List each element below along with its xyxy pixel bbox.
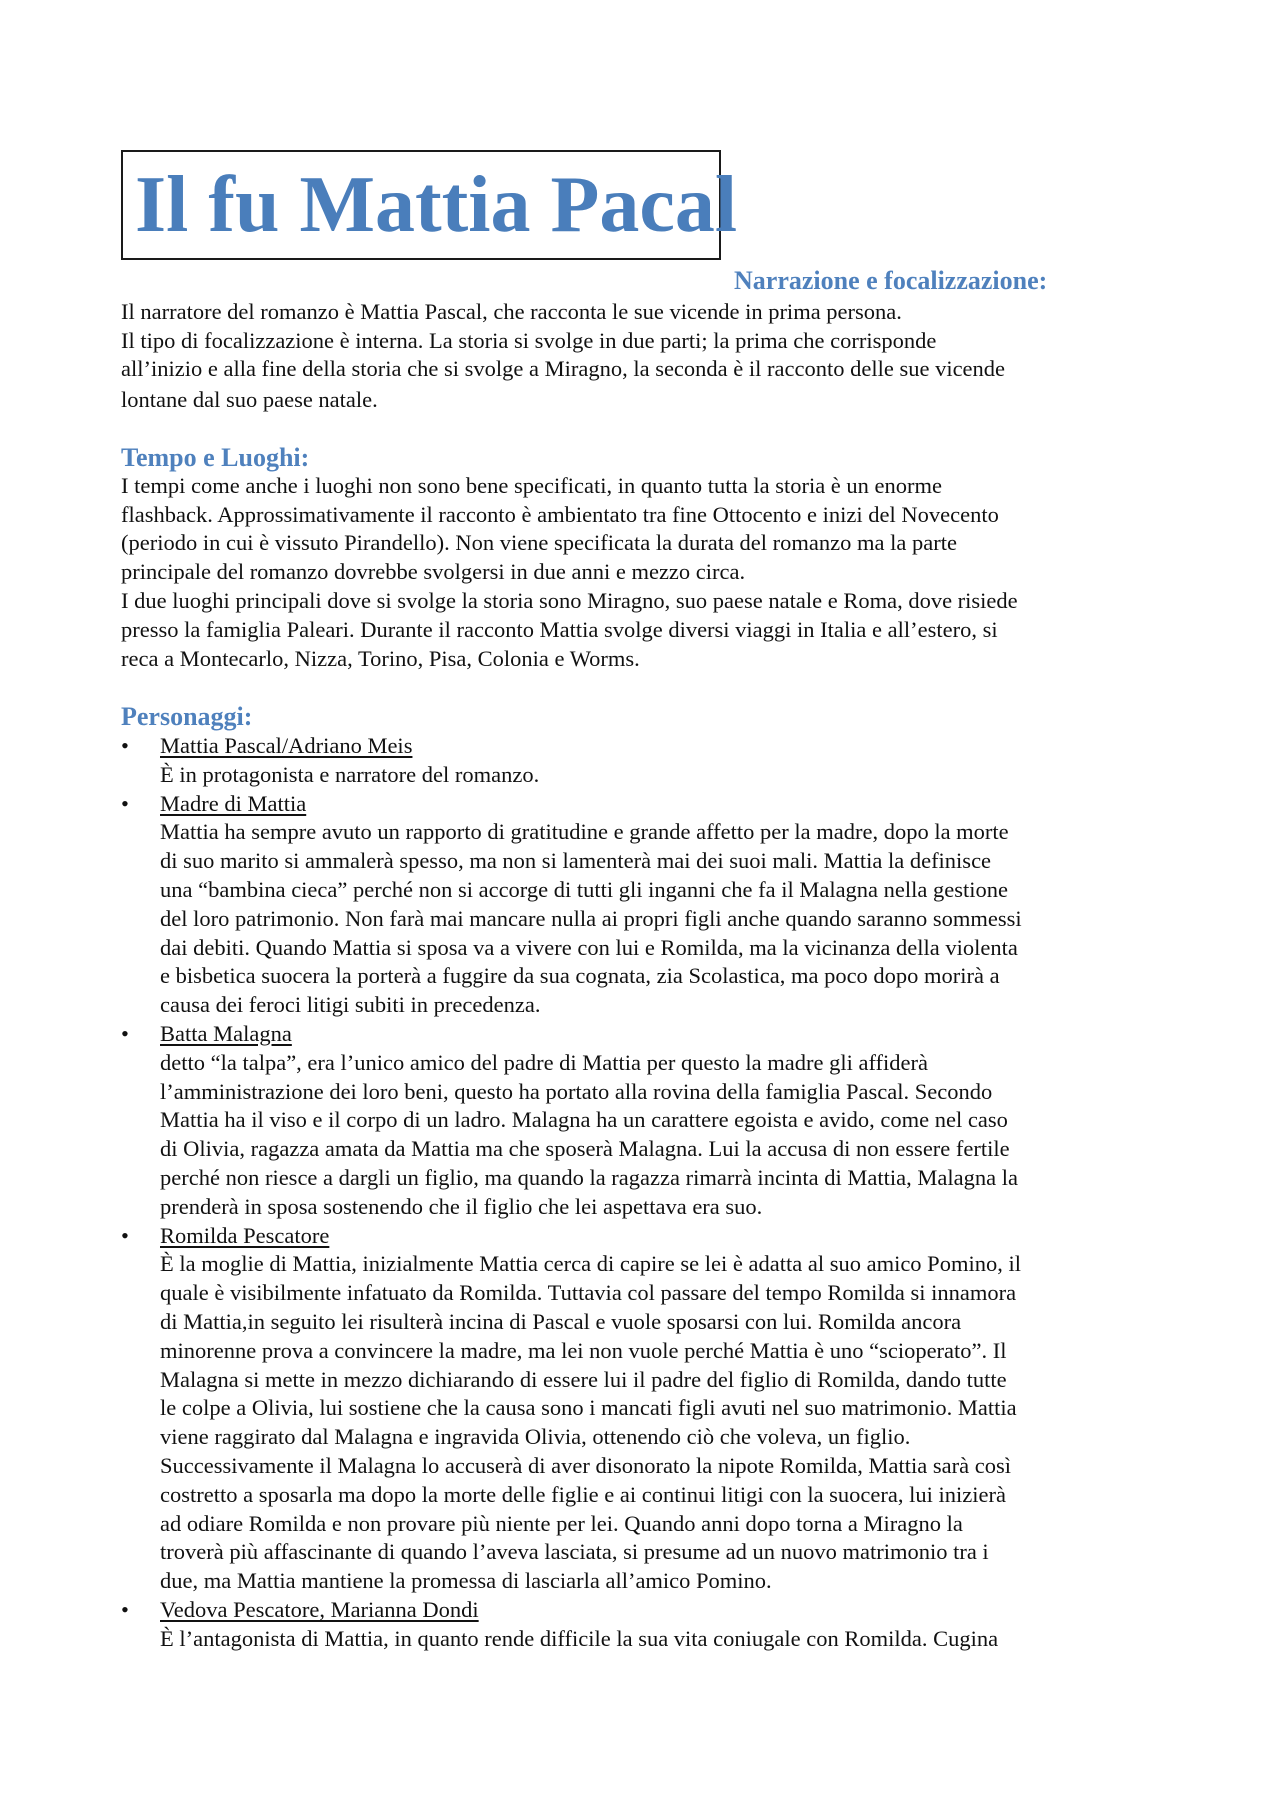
heading-personaggi: Personaggi:: [121, 702, 253, 731]
character-description-line: del loro patrimonio. Non farà mai mancare nulla ai propri figli anche quando saranno sommessi: [160, 906, 1022, 931]
character-description-line: due, ma Mattia mantiene la promessa di lasciarla all’amico Pomino.: [160, 1568, 772, 1593]
character-description-line: causa dei feroci litigi subiti in precedenza.: [160, 992, 541, 1017]
character-description-line: le colpe a Olivia, lui sostiene che la causa sono i mancati figli avuti nel suo matrimonio. Mattia: [160, 1395, 1017, 1420]
character-description-line: dai debiti. Quando Mattia si sposa va a vivere con lui e Romilda, ma la vicinanza della violenta: [160, 935, 1018, 960]
character-description-line: minorenne prova a convincere la madre, ma lei non vuole perché Mattia è uno “scioperato”. Il: [160, 1338, 1007, 1363]
bullet: •: [121, 1021, 129, 1046]
paragraph-line: all’inizio e alla fine della storia che si svolge a Miragno, la seconda è il racconto delle sue vicende: [121, 356, 1006, 381]
paragraph-line: (periodo in cui è vissuto Pirandello). Non viene specificata la durata del romanzo ma la parte: [121, 530, 957, 555]
paragraph-line: lontane dal suo paese natale.: [121, 387, 378, 412]
character-description-line: Malagna si mette in mezzo dichiarando di essere lui il padre del figlio di Romilda, dando tutte: [160, 1367, 1007, 1392]
character-description-line: costretto a sposarla ma dopo la morte delle figlie e ai continui litigi con la suocera, lui inizierà: [160, 1482, 1006, 1507]
character-name: Vedova Pescatore, Marianna Dondi: [160, 1597, 479, 1622]
character-description-line: Successivamente il Malagna lo accuserà di aver disonorato la nipote Romilda, Mattia sarà così: [160, 1453, 1011, 1478]
character-description-line: l’amministrazione dei loro beni, questo ha portato alla rovina della famiglia Pascal. Secondo: [160, 1079, 993, 1104]
character-description-line: viene raggirato dal Malagna e ingravida Olivia, ottenendo ciò che voleva, un figlio.: [160, 1424, 911, 1449]
character-description-line: È in protagonista e narratore del romanzo.: [160, 762, 540, 787]
bullet: •: [121, 1223, 129, 1248]
character-description-line: È l’antagonista di Mattia, in quanto rende difficile la sua vita coniugale con Romilda. Cugina: [160, 1626, 999, 1651]
character-description-line: Mattia ha sempre avuto un rapporto di gratitudine e grande affetto per la madre, dopo la morte: [160, 819, 1009, 844]
character-description-line: troverà più affascinante di quando l’aveva lasciata, si presume ad un nuovo matrimonio tra i: [160, 1539, 989, 1564]
paragraph-line: I tempi come anche i luoghi non sono bene specificati, in quanto tutta la storia è un enorme: [121, 473, 943, 498]
bullet: •: [121, 1597, 129, 1622]
document-title: Il fu Mattia Pacal: [135, 161, 738, 249]
bullet: •: [121, 791, 129, 816]
paragraph-line: principale del romanzo dovrebbe svolgersi in due anni e mezzo circa.: [121, 559, 746, 584]
paragraph-line: I due luoghi principali dove si svolge la storia sono Miragno, suo paese natale e Roma, dove risiede: [121, 588, 1018, 613]
paragraph-line: Il tipo di focalizzazione è interna. La storia si svolge in due parti; la prima che corrisponde: [121, 328, 937, 353]
character-description-line: È la moglie di Mattia, inizialmente Mattia cerca di capire se lei è adatta al suo amico Pomino, il: [160, 1251, 1021, 1276]
bullet: •: [121, 733, 129, 758]
character-description-line: detto “la talpa”, era l’unico amico del padre di Mattia per questo la madre gli affiderà: [160, 1050, 928, 1075]
heading-tempo-luoghi: Tempo e Luoghi:: [121, 443, 310, 472]
character-name: Batta Malagna: [160, 1021, 292, 1046]
character-description-line: e bisbetica suocera la porterà a fuggire da sua cognata, zia Scolastica, ma poco dopo morirà a: [160, 963, 1000, 988]
character-description-line: prenderà in sposa sostenendo che il figlio che lei aspettava era suo.: [160, 1194, 763, 1219]
heading-narrazione: Narrazione e focalizzazione:: [734, 266, 1048, 295]
title-box: [121, 150, 738, 260]
paragraph-line: presso la famiglia Paleari. Durante il racconto Mattia svolge diversi viaggi in Italia e all’estero, si: [121, 617, 998, 642]
character-description-line: di suo marito si ammalerà spesso, ma non si lamenterà mai dei suoi mali. Mattia la definisce: [160, 848, 992, 873]
character-description-line: quale è visibilmente infatuato da Romilda. Tuttavia col passare del tempo Romilda si innamora: [160, 1280, 1017, 1305]
character-description-line: Mattia ha il viso e il corpo di un ladro. Malagna ha un carattere egoista e avido, come nel caso: [160, 1107, 1008, 1132]
paragraph-line: flashback. Approssimativamente il racconto è ambientato tra fine Ottocento e inizi del Novecento: [121, 502, 999, 527]
character-name: Madre di Mattia: [160, 791, 307, 816]
character-description-line: perché non riesce a dargli un figlio, ma quando la ragazza rimarrà incinta di Mattia, Malagna la: [160, 1165, 1018, 1190]
character-description-line: ad odiare Romilda e non provare più niente per lei. Quando anni dopo torna a Miragno la: [160, 1511, 963, 1536]
character-description-line: una “bambina cieca” perché non si accorge di tutti gli inganni che fa il Malagna nella gestione: [160, 877, 1009, 902]
character-description-line: di Mattia,in seguito lei risulterà incina di Pascal e vuole sposarsi con lui. Romilda ancora: [160, 1309, 962, 1334]
character-description-line: di Olivia, ragazza amata da Mattia ma che sposerà Malagna. Lui la accusa di non essere fertile: [160, 1136, 1010, 1161]
character-name: Romilda Pescatore: [160, 1223, 330, 1248]
paragraph-line: reca a Montecarlo, Nizza, Torino, Pisa, Colonia e Worms.: [121, 646, 640, 671]
character-name: Mattia Pascal/Adriano Meis: [160, 733, 413, 758]
paragraph-line: Il narratore del romanzo è Mattia Pascal, che racconta le sue vicende in prima persona.: [121, 299, 902, 324]
